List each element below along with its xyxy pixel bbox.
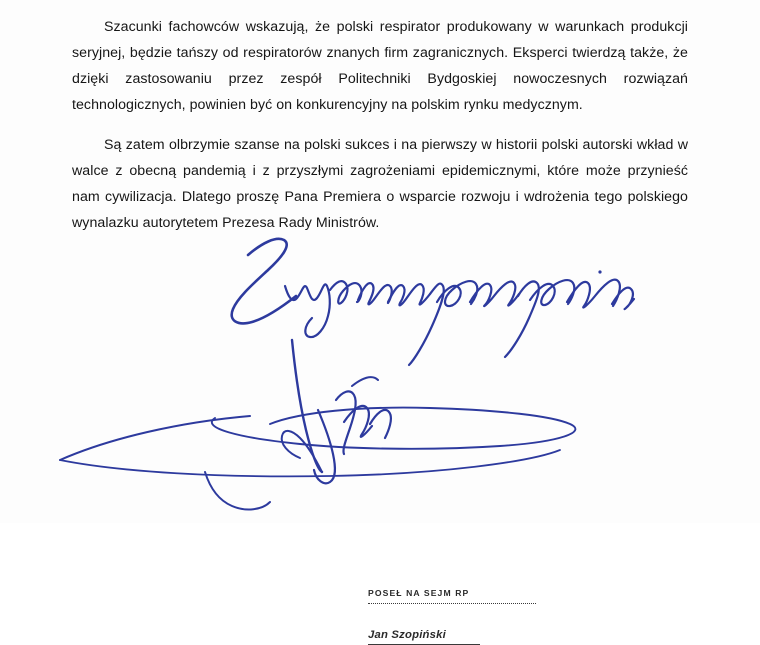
signature-block [0, 210, 760, 641]
handwritten-signature-icon [0, 210, 760, 523]
stamp-name: Jan Szopiński [368, 629, 446, 641]
paragraph-2: Są zatem olbrzymie szanse na polski sukces i na pierwszy w historii polski autorski wkład w walce z obecną pandemią i z przyszłymi zagrożeniami epidemicznymi, które może przynieść nam cywilizacja. Dlatego proszę Pana Premiera o wsparcie rozwoju i wdrożenia tego polskiego wynalazku autorytetem Prezesa Rady Ministrów. [72, 137, 688, 231]
stamp-dotted-rule [368, 602, 536, 604]
stamp-title: POSEŁ NA SEJM RP [368, 588, 470, 598]
paragraph-1: Szacunki fachowców wskazują, że polski respirator produkowany w warunkach produkcji seryjnej, będzie tańszy od respiratorów znanych firm zagranicznych. Eksperci twierdzą także, że dzięki zastosowaniu przez zespół Politechniki Bydgoskiej nowoczesnych rozwiązań technologicznych, powinien być on konkurencyjny na polskim rynku medycznym. [72, 19, 688, 113]
